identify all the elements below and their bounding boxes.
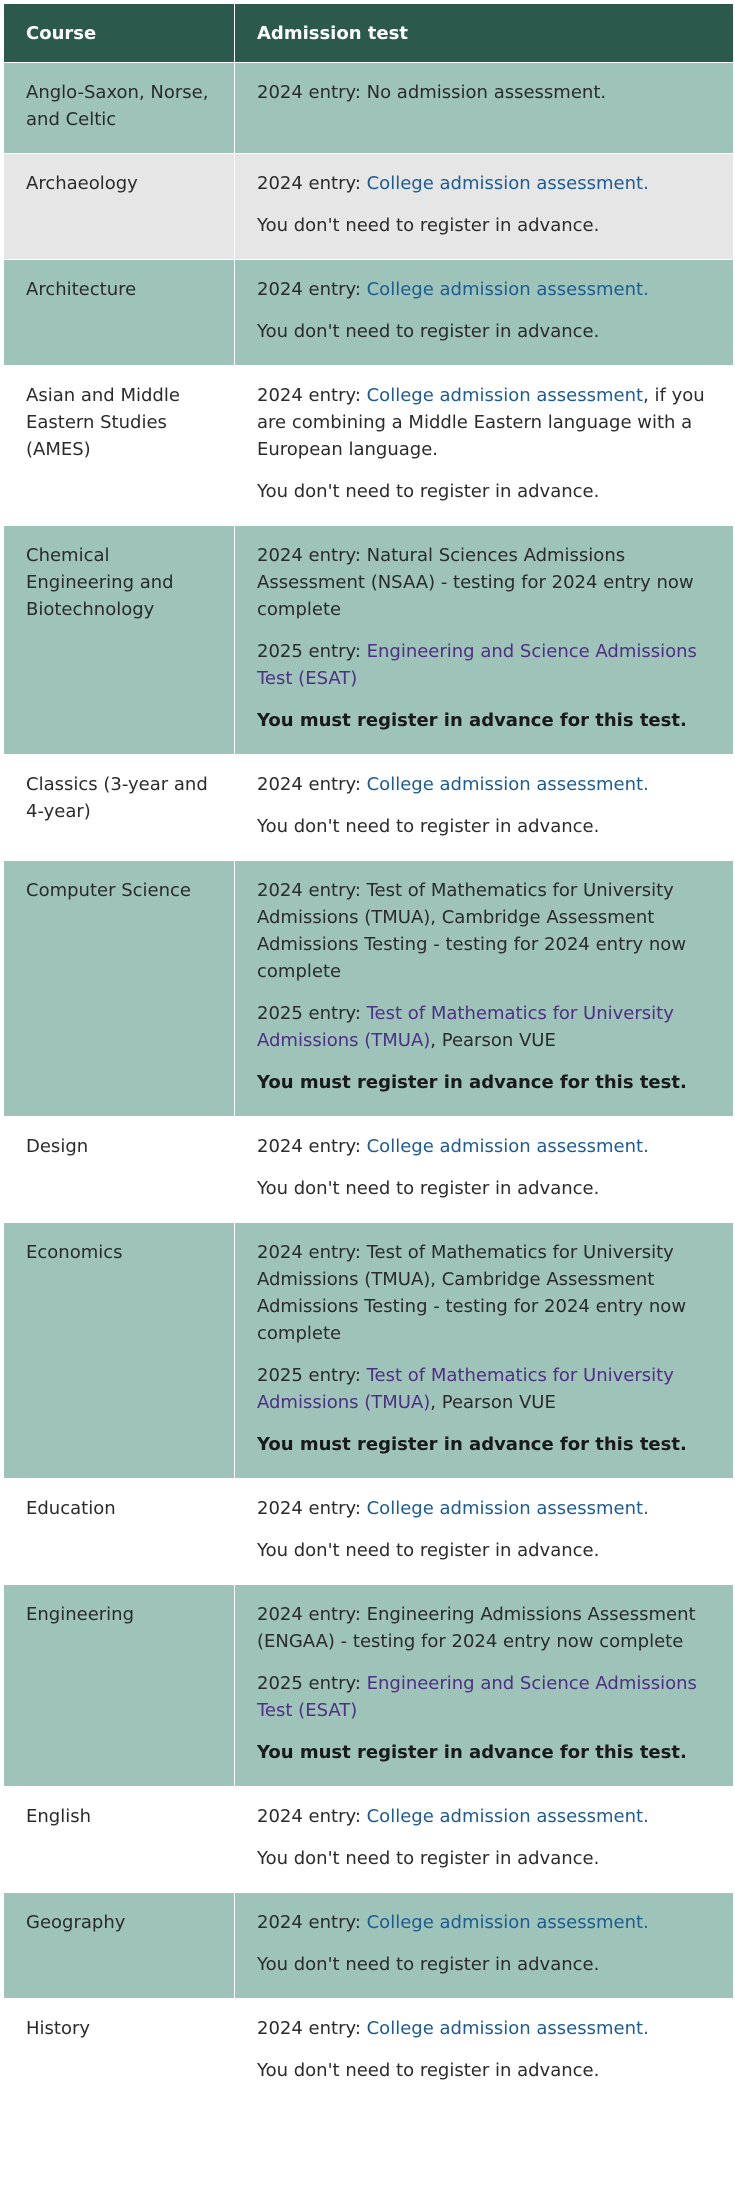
admission-test-cell [235, 1223, 734, 1479]
entry-2024-condition: , if you are combining a Middle Eastern language with a European language. [257, 385, 705, 460]
registration-note: You must register in advance for this test. [257, 1072, 687, 1093]
entry-2024-label: 2024 entry: [257, 1912, 367, 1933]
course-name: History [4, 1999, 235, 2105]
entry-2024-text: 2024 entry: Test of Mathematics for University Admissions (TMUA), Cambridge Assessment Admissions Testing - testing for 2024 entry now complete [257, 1242, 687, 1344]
entry-2024-label: 2024 entry: [257, 1136, 367, 1157]
course-name: Geography [4, 1893, 235, 1999]
entry-2024-label: 2024 entry: [257, 1806, 367, 1827]
course-name: Asian and Middle Eastern Studies (AMES) [4, 366, 235, 526]
registration-note: You don't need to register in advance. [257, 1540, 600, 1561]
table-row [4, 861, 734, 1117]
entry-2024-text: 2024 entry: Engineering Admissions Assessment (ENGAA) - testing for 2024 entry now complete [257, 1604, 696, 1652]
registration-note: You don't need to register in advance. [257, 321, 600, 342]
entry-2024-text [257, 1803, 711, 1830]
registration-note: You must register in advance for this test. [257, 1434, 687, 1455]
entry-2025-text [257, 1362, 711, 1416]
registration-note: You don't need to register in advance. [257, 481, 600, 502]
entry-2024-text [257, 2015, 711, 2042]
registration-note: You must register in advance for this test. [257, 710, 687, 731]
college-assessment-link[interactable]: College admission assessment. [366, 1912, 649, 1933]
course-name: Design [4, 1117, 235, 1223]
course-column-header: Course [4, 4, 235, 63]
table-row [4, 260, 734, 366]
table-row [4, 366, 734, 526]
admission-test-cell [235, 1117, 734, 1223]
entry-2024-text: 2024 entry: Natural Sciences Admissions Assessment (NSAA) - testing for 2024 entry now complete [257, 545, 694, 620]
entry-2025-text [257, 1000, 711, 1054]
entry-2024-text [257, 1133, 711, 1160]
entry-2025-label: 2025 entry: [257, 1365, 367, 1386]
entry-2024-text [257, 1909, 711, 1936]
tmua-link[interactable]: Test of Mathematics for University Admissions (TMUA) [257, 1003, 674, 1051]
admission-test-cell [235, 366, 734, 526]
course-name: Archaeology [4, 154, 235, 260]
tmua-link[interactable]: Test of Mathematics for University Admissions (TMUA) [257, 1365, 674, 1413]
admission-test-cell [235, 1585, 734, 1787]
college-assessment-link[interactable]: College admission assessment. [366, 279, 649, 300]
table-row [4, 1787, 734, 1893]
college-assessment-link[interactable]: College admission assessment. [366, 774, 649, 795]
course-name: Education [4, 1479, 235, 1585]
registration-note: You don't need to register in advance. [257, 1178, 600, 1199]
registration-note: You don't need to register in advance. [257, 816, 600, 837]
table-row [4, 526, 734, 755]
entry-2025-label: 2025 entry: [257, 641, 367, 662]
admission-tests-table [3, 3, 734, 2105]
entry-2024-label: 2024 entry: [257, 173, 367, 194]
registration-note: You don't need to register in advance. [257, 215, 600, 236]
entry-2025-text [257, 638, 711, 692]
table-row [4, 1585, 734, 1787]
admission-test-cell [235, 1893, 734, 1999]
college-assessment-link[interactable]: College admission assessment. [366, 2018, 649, 2039]
entry-2024-label: 2024 entry: [257, 2018, 367, 2039]
course-name: Classics (3-year and 4-year) [4, 755, 235, 861]
college-assessment-link[interactable]: College admission assessment. [366, 1498, 649, 1519]
course-name: Engineering [4, 1585, 235, 1787]
entry-2024-text: 2024 entry: Test of Mathematics for University Admissions (TMUA), Cambridge Assessment Admissions Testing - testing for 2024 entry now complete [257, 880, 687, 982]
registration-note: You don't need to register in advance. [257, 1954, 600, 1975]
admission-test-cell [235, 861, 734, 1117]
esat-link[interactable]: Engineering and Science Admissions Test (ESAT) [257, 1673, 697, 1721]
admission-test-column-header: Admission test [235, 4, 734, 63]
entry-2024-text [257, 170, 711, 197]
course-name: Architecture [4, 260, 235, 366]
course-name: English [4, 1787, 235, 1893]
entry-2024-text: 2024 entry: No admission assessment. [257, 82, 607, 103]
table-row [4, 1117, 734, 1223]
admission-test-cell [235, 260, 734, 366]
table-row [4, 1479, 734, 1585]
entry-2024-label: 2024 entry: [257, 385, 367, 406]
entry-2025-label: 2025 entry: [257, 1003, 367, 1024]
entry-2024-text [257, 382, 711, 463]
admission-test-cell [235, 1999, 734, 2105]
registration-note: You don't need to register in advance. [257, 2060, 600, 2081]
table-row [4, 1999, 734, 2105]
course-name: Chemical Engineering and Biotechnology [4, 526, 235, 755]
college-assessment-link[interactable]: College admission assessment [366, 385, 644, 406]
table-row [4, 755, 734, 861]
table-header-row [4, 4, 734, 63]
course-name: Computer Science [4, 861, 235, 1117]
admission-test-cell [235, 1479, 734, 1585]
entry-2024-text [257, 1495, 711, 1522]
entry-2024-text [257, 276, 711, 303]
admission-test-cell [235, 63, 734, 154]
test-provider: , Pearson VUE [430, 1030, 556, 1051]
test-provider: , Pearson VUE [430, 1392, 556, 1413]
course-name: Anglo-Saxon, Norse, and Celtic [4, 63, 235, 154]
table-row [4, 1893, 734, 1999]
table-row [4, 154, 734, 260]
esat-link[interactable]: Engineering and Science Admissions Test (ESAT) [257, 641, 697, 689]
entry-2025-text [257, 1670, 711, 1724]
admission-test-cell [235, 755, 734, 861]
entry-2024-label: 2024 entry: [257, 279, 367, 300]
registration-note: You must register in advance for this test. [257, 1742, 687, 1763]
admission-test-cell [235, 154, 734, 260]
college-assessment-link[interactable]: College admission assessment. [366, 173, 649, 194]
entry-2025-label: 2025 entry: [257, 1673, 367, 1694]
registration-note: You don't need to register in advance. [257, 1848, 600, 1869]
entry-2024-text [257, 771, 711, 798]
table-row [4, 1223, 734, 1479]
entry-2024-label: 2024 entry: [257, 774, 367, 795]
admission-test-cell [235, 1787, 734, 1893]
table-row [4, 63, 734, 154]
course-name: Economics [4, 1223, 235, 1479]
college-assessment-link[interactable]: College admission assessment. [366, 1136, 649, 1157]
admission-test-cell [235, 526, 734, 755]
college-assessment-link[interactable]: College admission assessment. [366, 1806, 649, 1827]
entry-2024-label: 2024 entry: [257, 1498, 367, 1519]
